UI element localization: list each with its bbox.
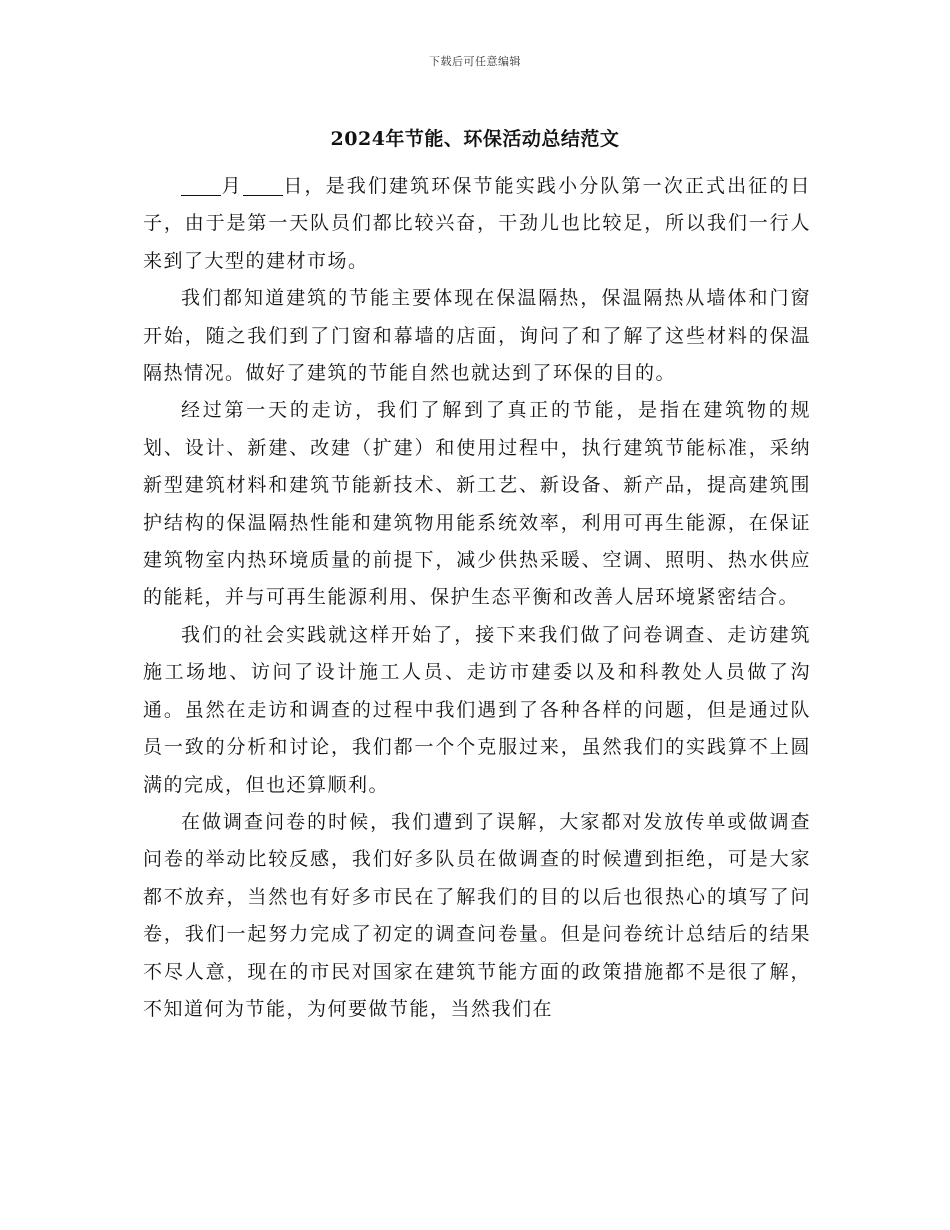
paragraph-3: 经过第一天的走访，我们了解到了真正的节能，是指在建筑物的规划、设计、新建、改建（扩建）和使用过程中，执行建筑节能标准，采纳新型建筑材料和建筑节能新技术、新工艺、新设备、新产品，提高建筑围护结构的保温隔热性能和建筑物用能系统效率，利用可再生能源，在保证建筑物室内热环境质量的前提下，减少供热采暖、空调、照明、热水供应的能耗，并与可再生能源利用、保护生态平衡和改善人居环境紧密结合。 xyxy=(143,399,811,609)
month-label: 月 xyxy=(221,175,243,197)
date-blank-month xyxy=(181,175,221,196)
paragraph-1-text: 日，是我们建筑环保节能实践小分队第一次正式出征的日子，由于是第一天队员们都比较兴奋，干劲儿也比较足，所以我们一行人来到了大型的建材市场。 xyxy=(143,175,811,272)
document-body xyxy=(143,168,811,1028)
date-blank-day xyxy=(243,175,283,196)
paragraph-4: 我们的社会实践就这样开始了，接下来我们做了问卷调查、走访建筑施工场地、访问了设计施工人员、走访市建委以及和科教处人员做了沟通。虽然在走访和调查的过程中我们遇到了各种各样的问题，但是通过队员一致的分析和讨论，我们都一个个克服过来，虽然我们的实践算不上圆满的完成，但也还算顺利。 xyxy=(143,623,811,796)
paragraph-2: 我们都知道建筑的节能主要体现在保温隔热，保温隔热从墙体和门窗开始，随之我们到了门窗和幕墙的店面，询问了和了解了这些材料的保温隔热情况。做好了建筑的节能自然也就达到了环保的目的。 xyxy=(143,287,811,385)
paragraph-5: 在做调查问卷的时候，我们遭到了误解，大家都对发放传单或做调查问卷的举动比较反感，我们好多队员在做调查的时候遭到拒绝，可是大家都不放弃，当然也有好多市民在了解我们的目的以后也很热心的填写了问卷，我们一起努力完成了初定的调查问卷量。但是问卷统计总结后的结果不尽人意，现在的市民对国家在建筑节能方面的政策措施都不是很了解，不知道何为节能，为何要做节能，当然我们在 xyxy=(143,810,811,1020)
page-header-note: 下载后可任意编辑 xyxy=(429,55,521,68)
paragraph-1 xyxy=(143,168,811,280)
document-title: 2024年节能、环保活动总结范文 xyxy=(330,128,620,150)
